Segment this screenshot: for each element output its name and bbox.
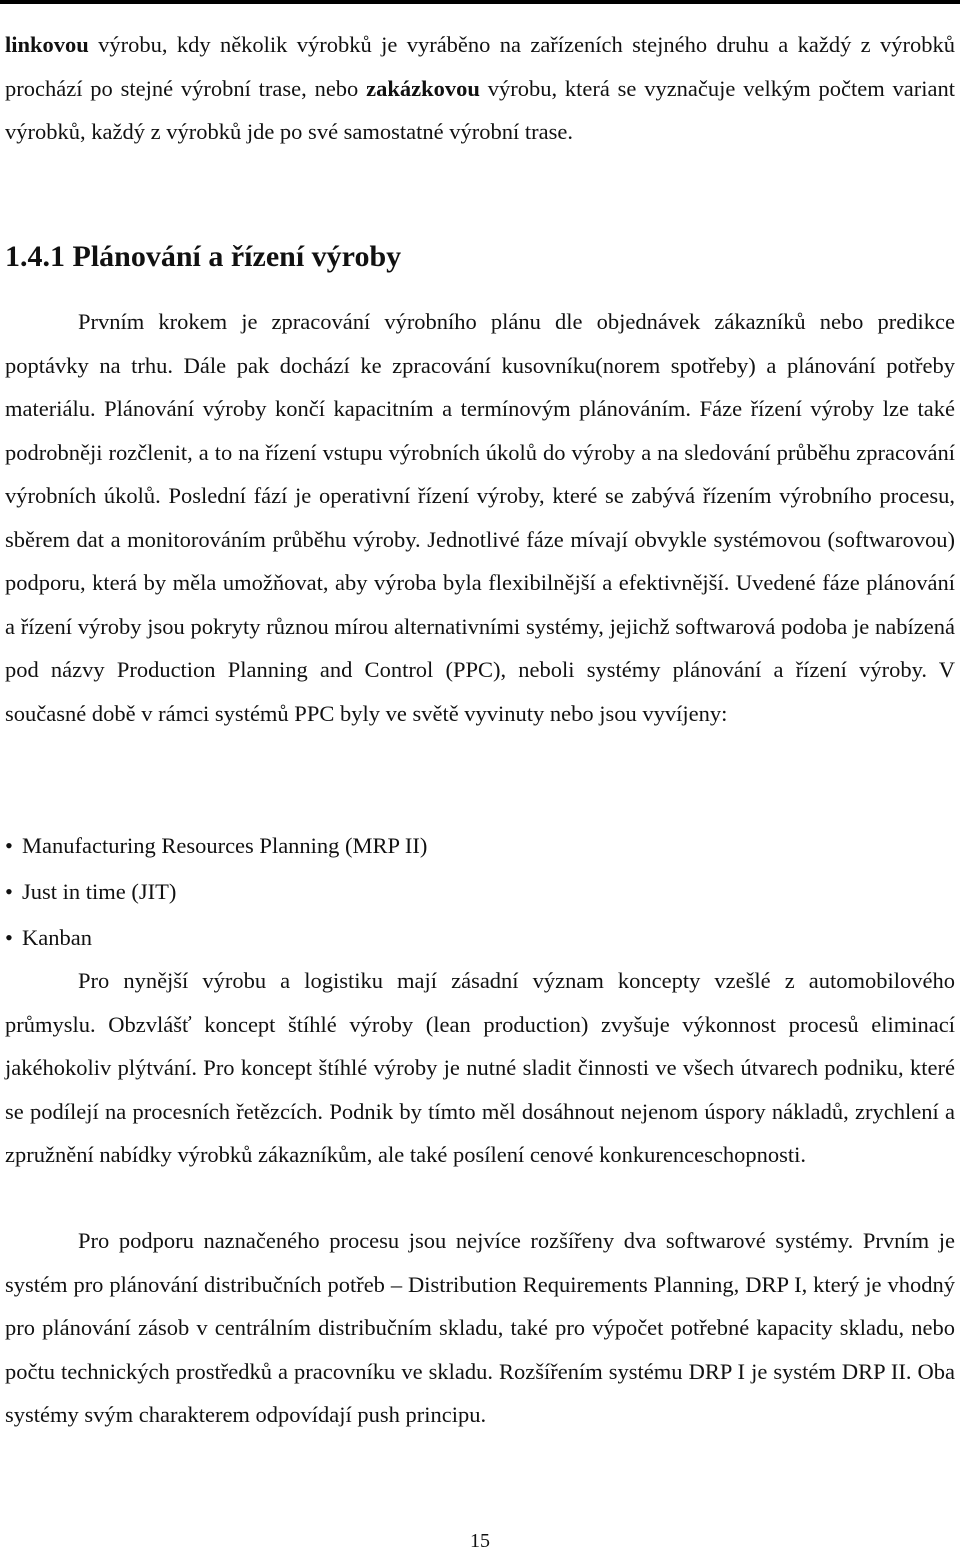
term-zakazkova: zakázkovou (366, 75, 480, 101)
list-item (5, 869, 955, 915)
list-item (5, 915, 955, 961)
page-number: 15 (470, 1530, 490, 1552)
term-linkova: linkovou (5, 32, 89, 57)
bullet-icon: • (5, 833, 13, 858)
top-border-line (0, 0, 960, 4)
ppc-systems-list (5, 823, 955, 961)
bullet-icon: • (5, 925, 13, 950)
paragraph-production-types (5, 23, 955, 154)
list-item-text: Manufacturing Resources Planning (MRP II) (22, 833, 428, 858)
paragraph-text: výrobu, kdy několik výrobků je vyráběno na zařízeních stejného druhu a každý z výrobků prochází po stejné výrobní trase, nebo (5, 32, 955, 101)
bullet-icon: • (5, 879, 13, 904)
list-item-text: Just in time (JIT) (22, 879, 177, 904)
list-item-text: Kanban (22, 925, 92, 950)
paragraph-drp-systems: Pro podporu naznačeného procesu jsou nejvíce rozšířeny dva softwarové systémy. Prvním je systém pro plánování distribučních potřeb – Distribution Requirements Planning, DRP I, který je vhodný pro plánování zásob v centrálním distribučním skladu, také pro výpočet potřebné kapacity skladu, nebo počtu technických prostředků a pracovníku ve skladu. Rozšířením systému DRP I je systém DRP II. Oba systémy svým charakterem odpovídají push principu. (5, 1228, 955, 1427)
paragraph-lean-production: Pro nynější výrobu a logistiku mají zásadní význam koncepty vzešlé z automobilového průmyslu. Obzvlášť koncept štíhlé výroby (lean production) zvyšuje výkonnost procesů eliminací jakéhokoliv plýtvání. Pro koncept štíhlé výroby je nutné sladit činnosti ve všech útvarech podniku, které se podílejí na procesních řetězcích. Podnik by tímto měl dosáhnout nejenom úspory nákladů, zrychlení a zpružnění nabídky výrobků zákazníkům, ale také posílení cenové konkurenceschopnosti. (5, 968, 955, 1167)
paragraph-text: výrobu, která se vyznačuje velkým počtem variant výrobků, každý z výrobků jde po své samostatné výrobní trase. (5, 75, 956, 144)
paragraph-planning-intro: Prvním krokem je zpracování výrobního plánu dle objednávek zákazníků nebo predikce poptávky na trhu. Dále pak dochází ke zpracování kusovníku(norem spotřeby) a plánování potřeby materiálu. Plánování výroby končí kapacitním a termínovým plánováním. Fáze řízení výroby lze také podrobněji rozčlenit, a to na řízení vstupu výrobních úkolů do výroby a na sledování průběhu zpracování výrobních úkolů. Poslední fází je operativní řízení výroby, které se zabývá řízením výrobního procesu, sběrem dat a monitorováním průběhu výroby. Jednotlivé fáze mívají obvykle systémovou (softwarovou) podporu, která by měla umožňovat, aby výroba byla flexibilnější a efektivnější. Uvedené fáze plánování a řízení výroby jsou pokryty různou mírou alternativními systémy, jejichž softwarová podoba je nabízená pod názvy Production Planning and Control (PPC), neboli systémy plánování a řízení výroby. V současné době v rámci systémů PPC byly ve světě vyvinuty nebo jsou vyvíjeny: (5, 309, 955, 726)
section-heading: 1.4.1 Plánování a řízení výroby (5, 240, 402, 273)
list-item (5, 823, 955, 869)
